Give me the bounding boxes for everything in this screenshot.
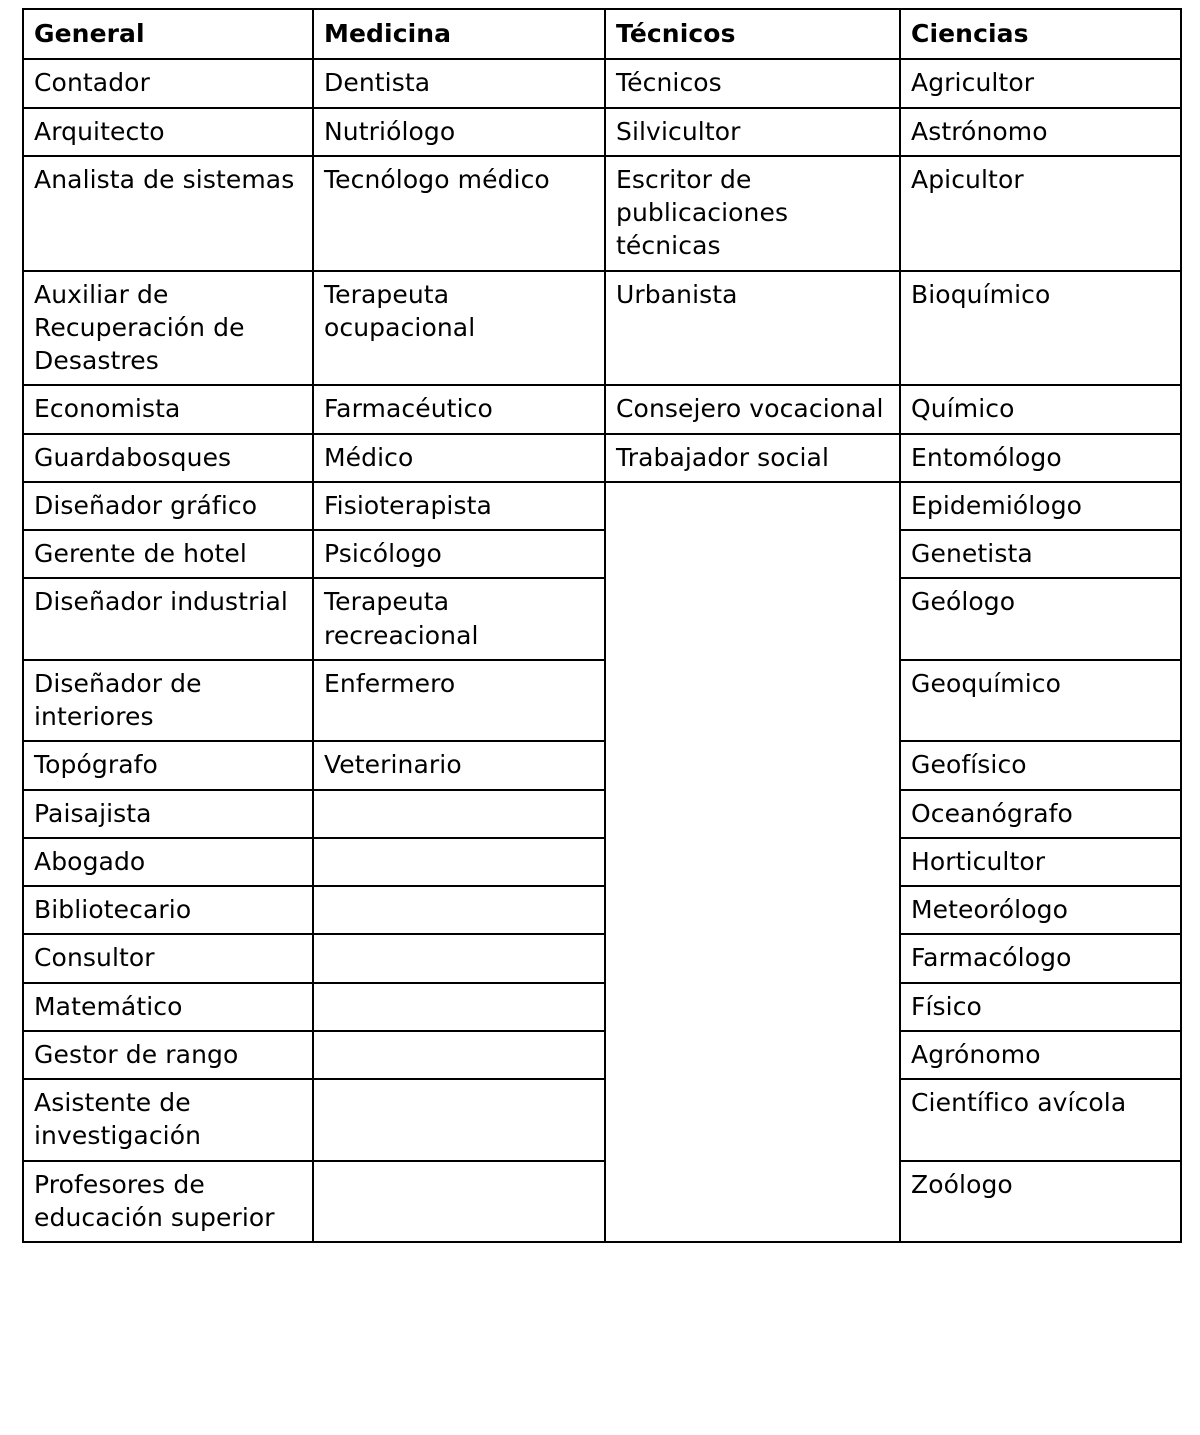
cell-general: Bibliotecario xyxy=(23,886,313,934)
column-header-ciencias: Ciencias xyxy=(900,9,1181,59)
column-header-medicina: Medicina xyxy=(313,9,605,59)
cell-ciencias: Geólogo xyxy=(900,578,1181,660)
cell-general: Gerente de hotel xyxy=(23,530,313,578)
cell-medicina-empty xyxy=(313,886,605,934)
cell-ciencias: Apicultor xyxy=(900,156,1181,271)
table-row xyxy=(23,271,1181,386)
cell-medicina: Terapeuta recreacional xyxy=(313,578,605,660)
cell-general: Profesores de educación superior xyxy=(23,1161,313,1243)
table-row xyxy=(23,578,1181,660)
cell-general: Matemático xyxy=(23,983,313,1031)
cell-medicina: Enfermero xyxy=(313,660,605,742)
cell-ciencias: Astrónomo xyxy=(900,108,1181,156)
cell-ciencias: Zoólogo xyxy=(900,1161,1181,1243)
cell-general: Economista xyxy=(23,385,313,433)
cell-medicina: Tecnólogo médico xyxy=(313,156,605,271)
cell-ciencias: Físico xyxy=(900,983,1181,1031)
cell-general: Analista de sistemas xyxy=(23,156,313,271)
cell-general: Paisajista xyxy=(23,790,313,838)
cell-general: Auxiliar de Recuperación de Desastres xyxy=(23,271,313,386)
table-header-row xyxy=(23,9,1181,59)
table-row xyxy=(23,741,1181,789)
cell-tecnicos: Trabajador social xyxy=(605,434,900,482)
cell-medicina-empty xyxy=(313,1161,605,1243)
cell-tecnicos: Escritor de publicaciones técnicas xyxy=(605,156,900,271)
cell-ciencias: Entomólogo xyxy=(900,434,1181,482)
table-row xyxy=(23,530,1181,578)
cell-ciencias: Genetista xyxy=(900,530,1181,578)
table-row xyxy=(23,1031,1181,1079)
cell-medicina: Terapeuta ocupacional xyxy=(313,271,605,386)
cell-tecnicos: Urbanista xyxy=(605,271,900,386)
cell-ciencias: Agricultor xyxy=(900,59,1181,107)
table-row xyxy=(23,434,1181,482)
table-row xyxy=(23,482,1181,530)
occupations-table xyxy=(22,8,1182,1243)
cell-medicina: Veterinario xyxy=(313,741,605,789)
cell-tecnicos-empty xyxy=(605,482,900,1242)
column-header-general: General xyxy=(23,9,313,59)
table-row xyxy=(23,934,1181,982)
cell-medicina: Nutriólogo xyxy=(313,108,605,156)
cell-general: Diseñador gráfico xyxy=(23,482,313,530)
cell-ciencias: Químico xyxy=(900,385,1181,433)
cell-general: Guardabosques xyxy=(23,434,313,482)
cell-medicina: Dentista xyxy=(313,59,605,107)
cell-ciencias: Bioquímico xyxy=(900,271,1181,386)
table-row xyxy=(23,983,1181,1031)
cell-medicina-empty xyxy=(313,934,605,982)
table-row xyxy=(23,660,1181,742)
cell-tecnicos: Silvicultor xyxy=(605,108,900,156)
cell-medicina-empty xyxy=(313,1031,605,1079)
cell-medicina: Médico xyxy=(313,434,605,482)
cell-general: Topógrafo xyxy=(23,741,313,789)
cell-general: Diseñador industrial xyxy=(23,578,313,660)
cell-medicina-empty xyxy=(313,790,605,838)
cell-ciencias: Oceanógrafo xyxy=(900,790,1181,838)
table-row xyxy=(23,838,1181,886)
cell-medicina: Fisioterapista xyxy=(313,482,605,530)
cell-medicina: Psicólogo xyxy=(313,530,605,578)
table-row xyxy=(23,108,1181,156)
cell-general: Asistente de investigación xyxy=(23,1079,313,1161)
cell-ciencias: Científico avícola xyxy=(900,1079,1181,1161)
cell-general: Consultor xyxy=(23,934,313,982)
cell-ciencias: Horticultor xyxy=(900,838,1181,886)
cell-medicina-empty xyxy=(313,838,605,886)
table-row xyxy=(23,1079,1181,1161)
cell-general: Diseñador de interiores xyxy=(23,660,313,742)
cell-medicina: Farmacéutico xyxy=(313,385,605,433)
cell-ciencias: Geofísico xyxy=(900,741,1181,789)
cell-general: Abogado xyxy=(23,838,313,886)
cell-ciencias: Agrónomo xyxy=(900,1031,1181,1079)
cell-tecnicos: Técnicos xyxy=(605,59,900,107)
cell-medicina-empty xyxy=(313,1079,605,1161)
cell-ciencias: Geoquímico xyxy=(900,660,1181,742)
table-row xyxy=(23,790,1181,838)
table-row xyxy=(23,156,1181,271)
table-row xyxy=(23,59,1181,107)
table-row xyxy=(23,1161,1181,1243)
table-row xyxy=(23,385,1181,433)
cell-medicina-empty xyxy=(313,983,605,1031)
cell-ciencias: Epidemiólogo xyxy=(900,482,1181,530)
cell-tecnicos: Consejero vocacional xyxy=(605,385,900,433)
cell-ciencias: Meteorólogo xyxy=(900,886,1181,934)
cell-general: Gestor de rango xyxy=(23,1031,313,1079)
column-header-tecnicos: Técnicos xyxy=(605,9,900,59)
cell-general: Arquitecto xyxy=(23,108,313,156)
cell-general: Contador xyxy=(23,59,313,107)
cell-ciencias: Farmacólogo xyxy=(900,934,1181,982)
table-row xyxy=(23,886,1181,934)
